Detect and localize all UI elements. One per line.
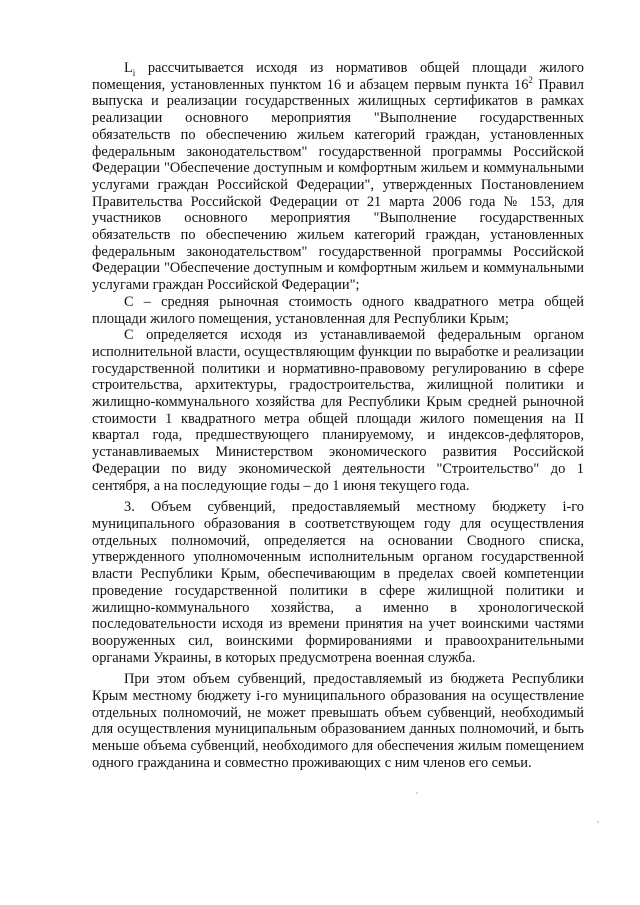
paragraph-c-determination: С определяется исходя из устанавливаемой федеральным органом исполнительной власти, осуществляющим функции по выработке и реализации государственной политики и нормативно-правовому регулированию в сфере строительства, архитектуры, градостроительства, жилищной политики и жилищно-коммунального хозяйства для Республики Крым средней рыночной стоимости 1 квадратного метра общей площади жилого помещения на II квартал года, предшествующего планируемому, и индексов-дефляторов, устанавливаемых Министерством экономического развития Российской Федерации по виду экономической деятельности "Строительство" до 1 сентября, а на последующие годы – до 1 июня текущего года. bbox=[92, 327, 584, 494]
paragraph-li-text-end: Правил выпуска и реализации государственных жилищных сертификатов в рамках реализации основного мероприятия "Выполнение государственных обязательств по обеспечению жильем категорий граждан, установленных федеральным законодательством" государственной программы Российской Федерации "Обеспечение доступным и комфортным жильем и коммунальными услугами граждан Российской Федерации", утвержденных Постановлением Правительства Российской Федерации от 21 марта 2006 года № 153, для участников основного мероприятия "Выполнение государственных обязательств по обеспечению жильем категорий граждан, установленных федеральным законодательством" государственной программы Российской Федерации "Обеспечение доступным и комфортным жильем и коммунальными услугами граждан Российской Федерации"; bbox=[92, 76, 584, 294]
document-body bbox=[92, 60, 584, 772]
superscript-2: 2 bbox=[528, 74, 533, 85]
formula-symbol-l: L bbox=[124, 60, 133, 76]
paragraph-c-definition: С – средняя рыночная стоимость одного квадратного метра общей площади жилого помещения, установленная для Республики Крым; bbox=[92, 293, 584, 327]
scan-speck bbox=[416, 792, 418, 794]
paragraph-subvention-limit: При этом объем субвенций, предоставляемый из бюджета Республики Крым местному бюджету i-го муниципального образования на осуществление отдельных полномочий, не может превышать объем субвенций, необходимый для осуществления муниципальным образованием данных полномочий, и быть меньше объема субвенций, необходимого для обеспечения жилым помещением одного гражданина и совместно проживающих с ним членов его семьи. bbox=[92, 671, 584, 771]
formula-subscript-i: i bbox=[132, 67, 136, 78]
paragraph-li-definition bbox=[92, 60, 584, 294]
paragraph-li-text-start: рассчитывается исходя из нормативов общей площади жилого помещения, установленных пунктом 16 и абзацем первым пункта 16 bbox=[92, 60, 584, 93]
paragraph-section-3: 3. Объем субвенций, предоставляемый местному бюджету i-го муниципального образования в соответствующем году для осуществления отдельных полномочий, определяется на основании Сводного списка, утвержденного уполномоченным исполнительным органом государственной власти Республики Крым, обеспечивающим в пределах своей компетенции проведение государственной политики в сфере жилищной политики и жилищно-коммунального хозяйства, а именно в хронологической последовательности исходя из времени принятия на учет воинскими частями вооруженных сил, воинскими формированиями и правоохранительными органами Украины, в которых предусмотрена военная служба. bbox=[92, 499, 584, 666]
scan-speck bbox=[597, 821, 599, 823]
